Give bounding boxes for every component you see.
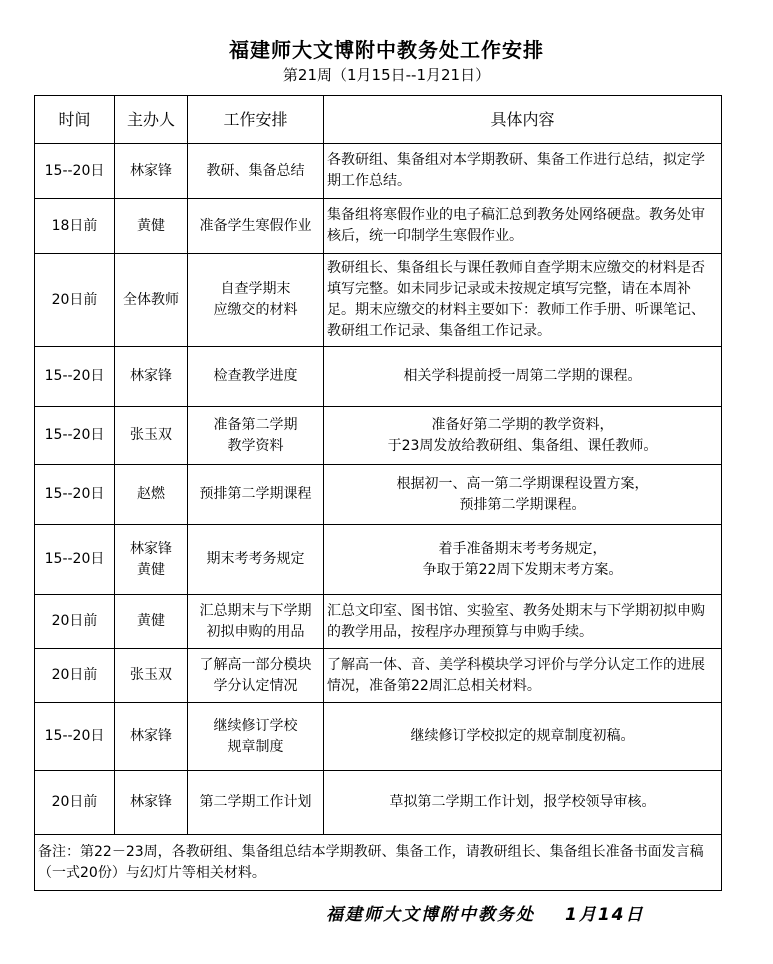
row-content: 教研组长、集备组长与课任教师自查学期末应缴交的材料是否填写完整。如未同步记录或未按规定填写完整，请在本周补足。期末应缴交的材料主要如下：教师工作手册、听课笔记、教研组工作记录、集备组工作记录。 (324, 254, 722, 347)
row-task-line: 汇总期末与下学期 (199, 602, 312, 619)
row-content (324, 525, 722, 595)
table-header-row (35, 96, 722, 144)
remarks-note: 备注：第22－23周，各教研组、集备组总结本学期教研、集备工作，请教研组长、集备组长准备书面发言稿（一式20份）与幻灯片等相关材料。 (35, 835, 722, 891)
row-task-line: 规章制度 (227, 738, 284, 755)
row-host: 张玉双 (115, 649, 188, 703)
row-host: 林家锋 (115, 144, 188, 199)
row-content (324, 465, 722, 525)
row-time: 20日前 (35, 254, 115, 347)
table-row (35, 703, 722, 771)
row-content: 汇总文印室、图书馆、实验室、教务处期末与下学期初拟申购的教学用品，按程序办理预算与申购手续。 (324, 595, 722, 649)
row-content-line: 着手准备期末考考务规定， (438, 540, 607, 557)
row-task: 第二学期工作计划 (188, 771, 324, 835)
row-host: 黄健 (115, 199, 188, 254)
table-row (35, 347, 722, 407)
row-task (188, 254, 324, 347)
table-row-note (35, 835, 722, 891)
row-host: 林家锋 (115, 347, 188, 407)
row-time: 15--20日 (35, 703, 115, 771)
row-host: 赵燃 (115, 465, 188, 525)
row-host: 全体教师 (115, 254, 188, 347)
schedule-table (34, 95, 722, 891)
row-content (324, 407, 722, 465)
row-task-line: 初拟申购的用品 (206, 623, 305, 640)
row-task: 准备学生寒假作业 (188, 199, 324, 254)
row-host: 林家锋 (115, 771, 188, 835)
row-host (115, 525, 188, 595)
row-task: 教研、集备总结 (188, 144, 324, 199)
row-task: 期末考考务规定 (188, 525, 324, 595)
row-host: 林家锋 (115, 703, 188, 771)
row-time: 15--20日 (35, 407, 115, 465)
row-host: 黄健 (115, 595, 188, 649)
row-content-line: 于23周发放给教研组、集备组、课任教师。 (387, 437, 658, 454)
row-time: 20日前 (35, 595, 115, 649)
row-time: 15--20日 (35, 525, 115, 595)
row-time: 20日前 (35, 649, 115, 703)
table-row (35, 771, 722, 835)
row-time: 15--20日 (35, 347, 115, 407)
footer-org: 福建师大文博附中教务处 (326, 905, 535, 925)
table-row (35, 525, 722, 595)
table-row (35, 254, 722, 347)
row-time: 18日前 (35, 199, 115, 254)
table-row (35, 199, 722, 254)
row-content-line: 准备好第二学期的教学资料， (431, 416, 614, 433)
row-task-line: 自查学期末 (220, 281, 291, 297)
row-host-line: 林家锋 (130, 540, 172, 557)
row-task-line: 了解高一部分模块 (199, 656, 312, 673)
row-task-line: 应缴交的材料 (213, 302, 298, 318)
header-host: 主办人 (115, 96, 188, 144)
header-content: 具体内容 (324, 96, 722, 144)
row-task-line: 教学资料 (227, 437, 284, 454)
row-content-line: 预排第二学期课程。 (459, 496, 586, 513)
row-content: 各教研组、集备组对本学期教研、集备工作进行总结，拟定学期工作总结。 (324, 144, 722, 199)
document-title: 福建师大文博附中教务处工作安排 (229, 38, 544, 62)
row-task (188, 595, 324, 649)
row-time: 20日前 (35, 771, 115, 835)
row-task: 检查教学进度 (188, 347, 324, 407)
row-task-line: 继续修订学校 (213, 717, 298, 734)
table-row (35, 595, 722, 649)
row-task (188, 703, 324, 771)
row-content-line: 根据初一、高一第二学期课程设置方案， (396, 475, 649, 492)
table-row (35, 649, 722, 703)
row-task (188, 649, 324, 703)
header-task: 工作安排 (188, 96, 324, 144)
row-content: 继续修订学校拟定的规章制度初稿。 (324, 703, 722, 771)
row-task: 预排第二学期课程 (188, 465, 324, 525)
row-task-line: 学分认定情况 (213, 677, 298, 694)
row-content-line: 争取于第22周下发期末考方案。 (422, 561, 623, 578)
row-host-line: 黄健 (137, 561, 165, 578)
header-time: 时间 (35, 96, 115, 144)
row-task-line: 准备第二学期 (213, 416, 298, 433)
row-content: 了解高一体、音、美学科模块学习评价与学分认定工作的进展情况，准备第22周汇总相关材料。 (324, 649, 722, 703)
row-time: 15--20日 (35, 144, 115, 199)
row-content: 集备组将寒假作业的电子稿汇总到教务处网络硬盘。教务处审核后，统一印制学生寒假作业。 (324, 199, 722, 254)
row-content: 相关学科提前授一周第二学期的课程。 (324, 347, 722, 407)
footer-signature (326, 900, 645, 925)
week-subtitle: 第21周（1月15日--1月21日） (282, 66, 491, 84)
row-time: 15--20日 (35, 465, 115, 525)
row-content: 草拟第二学期工作计划，报学校领导审核。 (324, 771, 722, 835)
table-row (35, 144, 722, 199)
row-host: 张玉双 (115, 407, 188, 465)
footer-date: 1月14日 (565, 905, 645, 925)
table-row (35, 465, 722, 525)
row-task (188, 407, 324, 465)
table-row (35, 407, 722, 465)
